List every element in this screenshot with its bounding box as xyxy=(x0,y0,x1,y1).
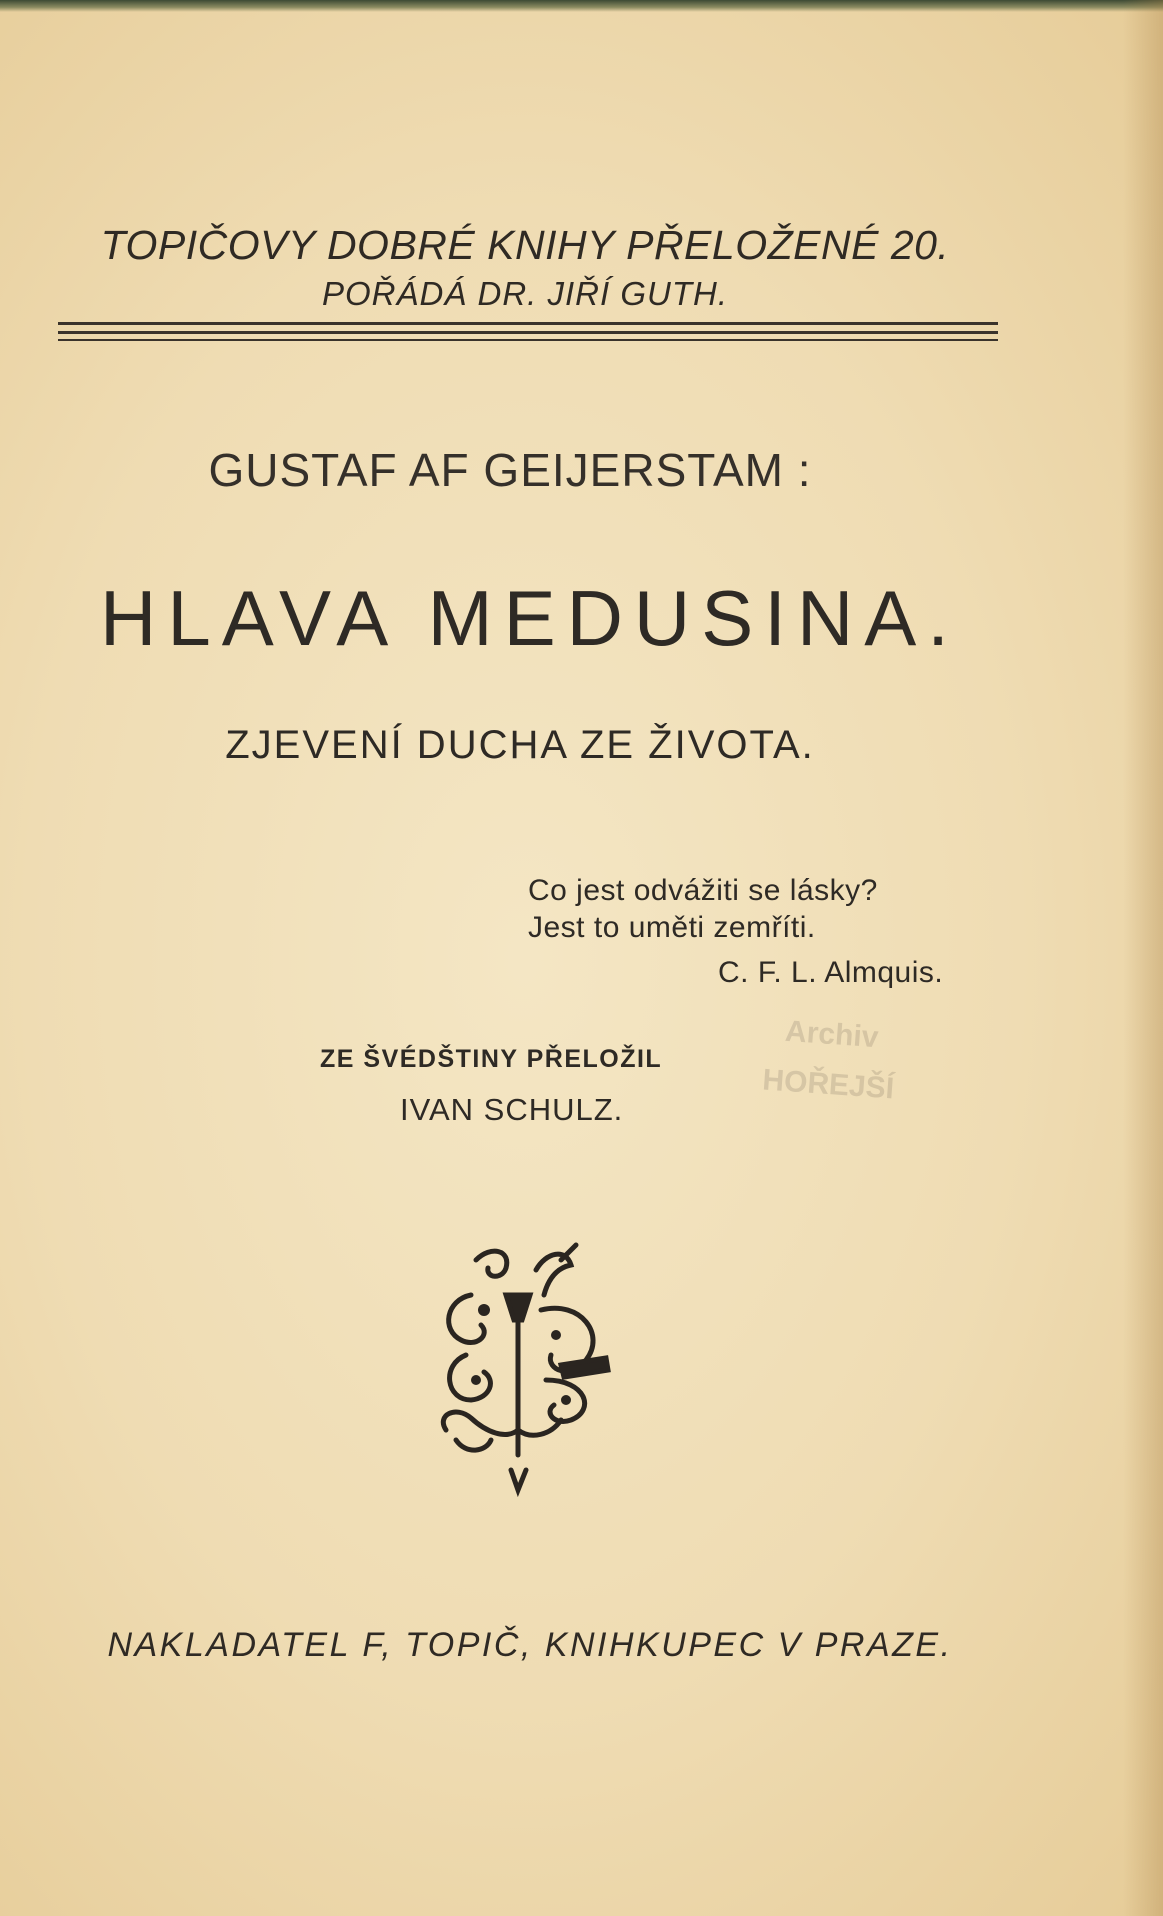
publisher-emblem-icon xyxy=(436,1240,618,1500)
epigraph-line-2: Jest to uměti zemříti. xyxy=(528,911,816,944)
publisher-imprint: NAKLADATEL F, TOPIČ, KNIHKUPEC V PRAZE. xyxy=(107,1626,953,1664)
cover-edge xyxy=(0,0,1163,12)
series-title: TOPIČOVY DOBRÉ KNIHY PŘELOŽENÉ 20. xyxy=(100,222,950,268)
stamp-line-2: HOŘEJŠÍ xyxy=(761,1063,896,1106)
divider-rule xyxy=(58,331,998,334)
archive-stamp xyxy=(737,1004,924,1116)
book-subtitle: ZJEVENÍ DUCHA ZE ŽIVOTA. xyxy=(225,723,815,767)
translation-label: ZE ŠVÉDŠTINY PŘELOŽIL xyxy=(320,1045,663,1073)
divider-rule xyxy=(58,339,998,341)
page-shadow xyxy=(1123,0,1163,1916)
author-name: GUSTAF AF GEIJERSTAM : xyxy=(208,444,812,496)
epigraph-attribution: C. F. L. Almquis. xyxy=(718,956,944,989)
series-editor: POŘÁDÁ DR. JIŘÍ GUTH. xyxy=(321,275,729,312)
stamp-line-1: Archiv xyxy=(784,1014,880,1055)
epigraph-line-1: Co jest odvážiti se lásky? xyxy=(528,874,878,907)
book-title: HLAVA MEDUSINA. xyxy=(100,574,960,662)
epigraph xyxy=(528,872,1008,991)
translator-name: IVAN SCHULZ. xyxy=(400,1092,624,1127)
divider-rule xyxy=(58,322,998,325)
